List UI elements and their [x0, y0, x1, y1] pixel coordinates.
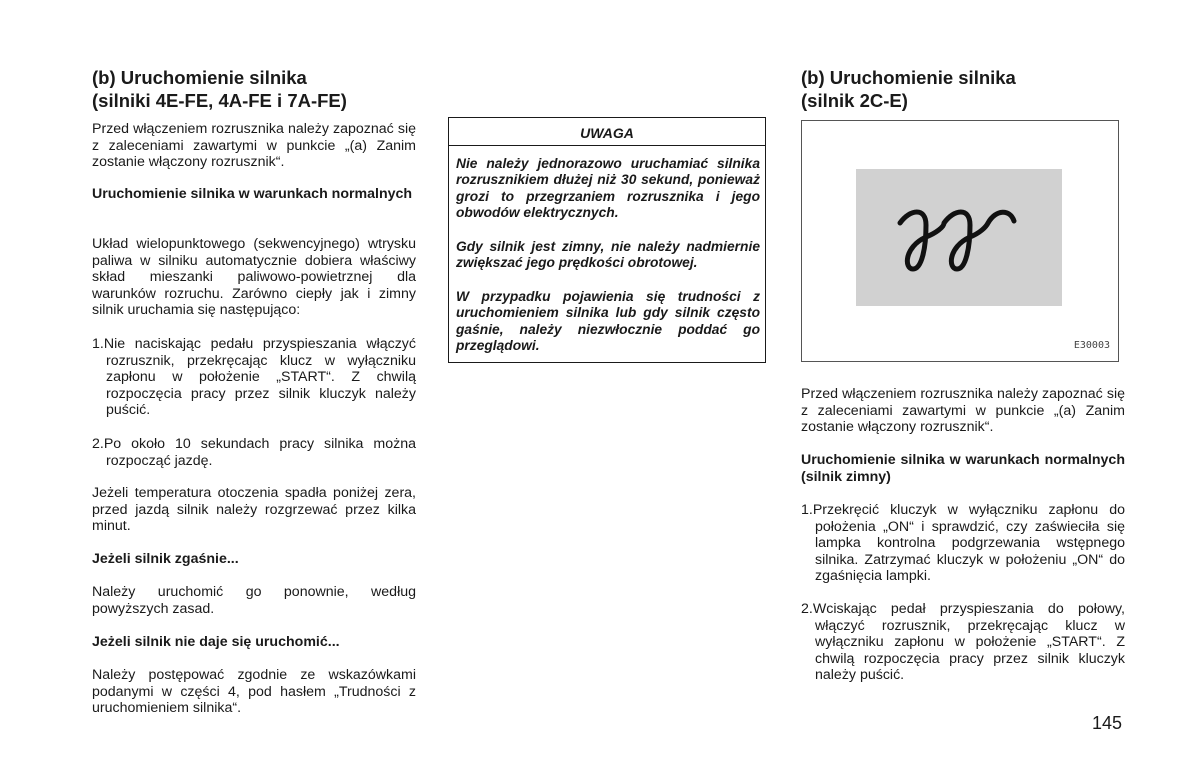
- normal-conditions-text: Układ wielopunktowego (sekwencyjnego) wtrysku paliwa w silniku automatycznie dobiera właściwy skład mieszanki paliwowo-powietrznej dla warunków rozruchu. Zarówno ciepły jak i zimny silnik uruchamia się następująco:: [92, 236, 416, 319]
- warning-paragraph-2: Gdy silnik jest zimny, nie należy nadmiernie zwiększać jego prędkości obrotowej.: [456, 239, 760, 271]
- subheading-engine-no-start: Jeżeli silnik nie daje się uruchomić...: [92, 634, 340, 650]
- subheading-cold-engine: Uruchomienie silnika w warunkach normalnych (silnik zimny): [801, 452, 1125, 485]
- subheading-engine-stalls: Jeżeli silnik zgaśnie...: [92, 551, 239, 567]
- warning-paragraph-3: W przypadku pojawienia się trudności z uruchomieniem silnika lub gdy silnik często gaśnie, należy niezwłocznie poddać go przeglądowi.: [456, 289, 760, 354]
- page-number: 145: [1092, 713, 1123, 733]
- subheading-normal-conditions: Uruchomienie silnika w warunkach normalnych: [92, 186, 413, 202]
- warning-box: [448, 117, 766, 363]
- indicator-panel: [856, 169, 1062, 306]
- right-intro: Przed włączeniem rozrusznika należy zapoznać się z zaleceniami zawartymi w punkcie „(a) Zanim zostanie włączony rozrusznik“.: [801, 386, 1125, 436]
- warning-paragraph-1: Nie należy jednorazowo uruchamiać silnika rozrusznikiem dłużej niż 30 sekund, ponieważ grozi to przegrzaniem rozrusznika i jego obwodów elektrycznych.: [456, 156, 760, 221]
- temperature-note: Jeżeli temperatura otoczenia spadła poniżej zera, przed jazdą silnik należy rozgrzewać przez kilka minut.: [92, 485, 416, 535]
- left-step-2: 2.Po około 10 sekundach pracy silnika można rozpocząć jazdę.: [92, 436, 416, 469]
- left-intro: Przed włączeniem rozrusznika należy zapoznać się z zaleceniami zawartymi w punkcie „(a) Zanim zostanie włączony rozrusznik“.: [92, 121, 416, 171]
- figure-code: E30003: [1073, 340, 1110, 351]
- right-step-2: 2.Wciskając pedał przyspieszania do połowy, włączyć rozrusznik, przekręcając klucz w wyłączniku zapłonu w położenie „START“. Z chwilą rozpoczęcia pracy przez silnik kluczyk należy puścić.: [801, 601, 1125, 684]
- glow-plug-figure: [801, 120, 1119, 362]
- engine-stalls-text: Należy uruchomić go ponownie, według powyższych zasad.: [92, 584, 416, 617]
- left-heading-line1: (b) Uruchomienie silnika: [92, 67, 307, 88]
- glow-plug-indicator-icon: [896, 197, 1018, 279]
- right-heading-line2: (silnik 2C-E): [801, 90, 908, 111]
- right-step-1: 1.Przekręcić kluczyk w wyłączniku zapłonu do położenia „ON“ i sprawdzić, czy zaświeciła się lampka kontrolna podgrzewania wstępnego silnika. Zatrzymać kluczyk w położeniu „ON“ do zgaśnięcia lampki.: [801, 502, 1125, 585]
- right-heading: [801, 66, 1016, 112]
- left-heading: [92, 66, 347, 112]
- right-heading-line1: (b) Uruchomienie silnika: [801, 67, 1016, 88]
- left-heading-line2: (silniki 4E-FE, 4A-FE i 7A-FE): [92, 90, 347, 111]
- engine-no-start-text: Należy postępować zgodnie ze wskazówkami podanymi w części 4, pod hasłem „Trudności z uruchomieniem silnika“.: [92, 667, 416, 717]
- left-step-1: 1.Nie naciskając pedału przyspieszania włączyć rozrusznik, przekręcając klucz w wyłączniku zapłonu w położenie „START“. Z chwilą rozpoczęcia pracy przez silnik kluczyk należy puścić.: [92, 336, 416, 419]
- warning-title: UWAGA: [449, 118, 765, 146]
